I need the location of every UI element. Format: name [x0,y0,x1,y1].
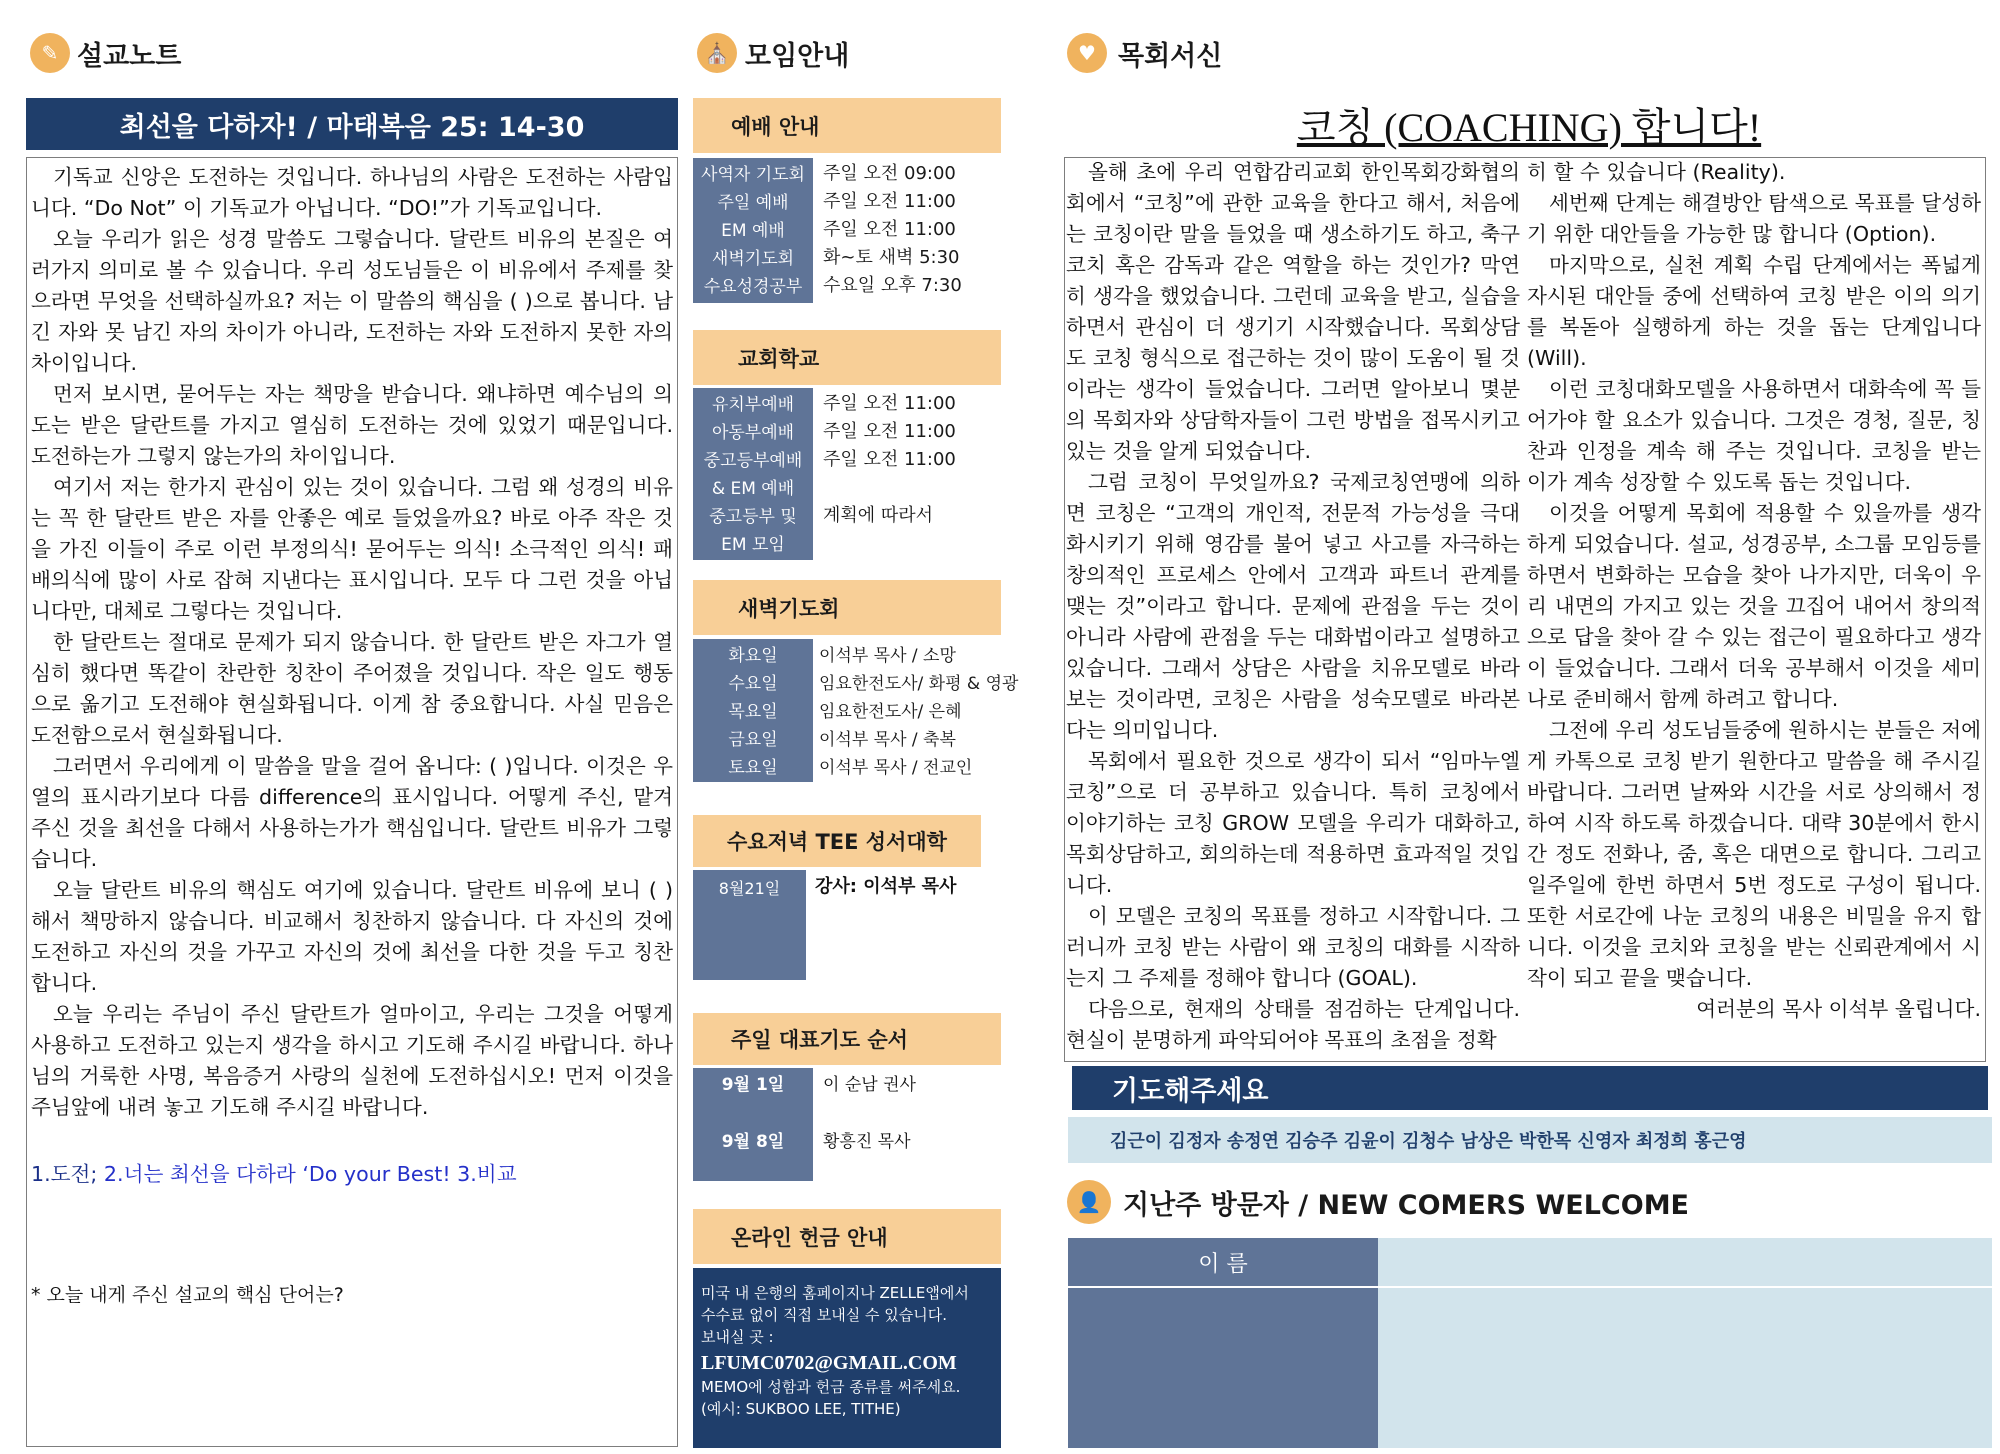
pastor-paragraph: 이것을 어떻게 목회에 적용할 수 있을까를 생각하게 되었습니다. 설교, 성경공부, 소그룹 모임등를 하면서 변화하는 모습을 찾아 나가지만, 더욱이 우리 내면의 가지고 있는 것을 끄집어 내어서 창의적으로 답을 찾아 갈 수 있는 접근이 필요하다고 생각이 들었습니다. 그래서 더욱 공부해서 이것을 세미나로 준비해서 함께 하려고 합니다. [1527,501,1981,711]
dawn-day: 화요일 [728,645,778,666]
meetings-section-title: 모임안내 [745,41,850,72]
dawn-leader: 임요한전도사/ 화평 & 영광 [819,673,1019,694]
prayer-order-date: 9월 8일 [721,1132,785,1152]
prayer-order-header: 주일 대표기도 순서 [693,1013,1001,1065]
tee-date: 8월21일 [693,870,806,980]
pastor-letter-left [1066,157,1520,1061]
sermon-section-title: 설교노트 [77,41,182,72]
dawn-day: 토요일 [728,757,778,778]
school-header: 교회학교 [693,330,1001,385]
worship-time: 수요일 오후 7:30 [823,275,962,296]
pastor-paragraph: 그전에 우리 성도님들중에 원하시는 분들은 저에게 카톡으로 코칭 받기 원한다고 말씀을 해 주시길 바랍니다. 그러면 날짜와 시간을 서로 상의해서 정하여 시작 하도록 하겠습니다. 대략 30분에서 한시간 정도 전화나, 줌, 혹은 대면으로 합니다. 그리고 일주일에 한번 하면서 5번 정도로 구성이 됩니다. 또한 서로간에 나눈 코칭의 내용은 비밀을 유지 합니다. 이것을 코치와 코칭을 받는 신뢰관계에서 시작이 되고 끝을 맺습니다. [1527,718,1981,990]
dawn-day: 목요일 [728,701,778,722]
school-name: 아동부예배 [711,422,795,443]
tee-speaker: 강사: 이석부 목사 [815,876,957,897]
worship-name: 새벽기도회 [711,248,795,269]
offering-header: 온라인 헌금 안내 [693,1209,1001,1264]
sermon-note-icon: ✎ [30,33,70,73]
school-time: 주일 오전 11:00 [823,393,956,414]
school-name: EM 모임 [721,534,785,555]
pastor-paragraph: 목회에서 필요한 것으로 생각이 되서 “임마누엘 코칭”으로 더 공부하고 있습니다. 특히 코칭에서 이야기하는 코칭 GROW 모델을 우리가 대화하고, 목회상담하고, 회의하는데 적용하면 효과적일 것입니다. [1066,749,1520,897]
school-name: 중고등부 및 [709,506,797,527]
dawn-table [693,639,1033,779]
pastor-paragraph: 그럼 코칭이 무엇일까요? 국제코칭연맹에 의하면 코칭은 “고객의 개인적, 전문적 가능성을 극대화시키기 위해 영감를 불어 넣고 사고를 자극하는 창의적인 프로세스 안에서 고객과 파트너 관계를 맺는 것”이라고 합니다. 문제에 관점을 두는 것이 아니라 사람에 관점을 두는 대화법이라고 설명하고 있습니다. 그래서 상담은 사람을 치유모델로 바라보는 것이라면, 코칭은 사람을 성숙모델로 바라본다는 의미입니다. [1066,470,1520,742]
sermon-paragraph: 오늘 우리는 주님이 주신 달란트가 얼마이고, 우리는 그것을 어떻게 사용하고 도전하고 있는지 생각을 하시고 기도해 주시길 바랍니다. 하나님의 거룩한 사명, 복음증거 사랑의 실천에 도전하십시오! 먼저 이것을 주님앞에 내려 놓고 기도해 주시길 바랍니다. [31,1002,673,1119]
sermon-paragraph: 오늘 우리가 읽은 성경 말씀도 그렇습니다. 달란트 비유의 본질은 여러가지 의미로 볼 수 있습니다. 우리 성도님들은 이 비유에서 주제를 찾으라면 무엇을 선택하실까요? 저는 이 말씀의 핵심을 ( )으로 봅니다. 남긴 자와 못 남긴 자의 차이가 아니라, 도전하는 자와 도전하지 못한 자의 차이입니다. [31,227,673,375]
prayer-order-name: 황흥진 목사 [823,1132,911,1152]
pastor-headline: 코칭 (COACHING) 합니다! [1296,105,1762,150]
offering-email[interactable]: LFUMC0702@GMAIL.COM [701,1352,957,1374]
school-time: 주일 오전 11:00 [823,421,956,442]
pastor-paragraph: 이런 코칭대화모델을 사용하면서 대화속에 꼭 들어가야 할 요소가 있습니다. 그것은 경청, 질문, 칭찬과 인정을 계속 해 주는 것입니다. 코칭을 받는 이가 계속 성장할 수 있도록 돕는 것입니다. [1527,377,1981,494]
offering-memo: (예시: SUKBOO LEE, TITHE) [701,1400,901,1418]
worship-name: 사역자 기도회 [701,164,805,185]
school-name: 유치부예배 [711,394,795,415]
dawn-leader: 이석부 목사 / 축복 [819,729,956,750]
sermon-banner: 최선을 다하자! / 마태복음 25: 14-30 [26,98,678,150]
sermon-paragraph: 그러면서 우리에게 이 말씀을 말을 걸어 옵니다: ( )입니다. 이것은 우열의 표시라기보다 다름 difference의 표시입니다. 어떻게 주신, 맡겨 주신 것을 최선을 다해서 사용하는가가 핵심입니다. 달란트 비유가 그렇습니다. [31,754,673,871]
worship-table [693,158,1001,298]
pastor-section-title: 목회서신 [1118,41,1223,72]
person-icon: 👤 [1067,1180,1111,1224]
dawn-leader: 이석부 목사 / 전교인 [819,757,973,778]
prayer-request-header: 기도해주세요 [1072,1066,1988,1110]
prayer-order-date: 9월 1일 [721,1075,785,1095]
visitors-name-header: 이 름 [1068,1238,1378,1288]
dawn-leader: 이석부 목사 / 소망 [819,645,956,666]
school-time: 주일 오전 11:00 [823,449,956,470]
pastor-paragraph: 올해 초에 우리 연합감리교회 한인목회강화협의회에서 “코칭”에 관한 교육을 한다고 해서, 처음에는 코칭이란 말을 들었을 때 생소하기도 하고, 축구 코치 혹은 감독과 같은 역할을 하는 것인가? 막연히 생각을 했었습니다. 그런데 교육을 받고, 실습을 하면서 관심이 더 생기기 시작했습니다. 목회상담도 코칭 형식으로 접근하는 것이 많이 도움이 될 것이라는 생각이 들었습니다. 그러면 알아보니 몇분의 목회자와 상담학자들이 그런 방법을 접목시키고 있는 것을 알게 되었습니다. [1066,160,1520,463]
sermon-paragraph: 먼저 보시면, 묻어두는 자는 책망을 받습니다. 왜냐하면 예수님의 의도는 받은 달란트를 가지고 열심히 도전하는 것에 있었기 때문입니다. 도전하는가 그렇지 않는가의 차이입니다. [31,382,673,468]
school-table [693,388,1001,556]
visitors-section-title: 지난주 방문자 / NEW COMERS WELCOME [1123,1190,1690,1221]
worship-time: 주일 오전 11:00 [823,219,956,240]
school-time: 계획에 따라서 [823,505,934,526]
sermon-paragraph: 한 달란트는 절대로 문제가 되지 않습니다. 한 달란트 받은 자그가 열심히 했다면 똑같이 찬란한 칭찬이 주어졌을 것입니다. 작은 일도 행동으로 옮기고 도전해야 현실화됩니다. 이게 참 중요합니다. 사실 믿음은 도전함으로서 현실화됩니다. [31,630,673,747]
prayer-order-name: 이 순남 권사 [823,1075,916,1095]
sermon-outline [31,1159,673,1190]
worship-name: 수요성경공부 [703,276,803,297]
dawn-day: 수요일 [728,673,778,694]
worship-name: EM 예배 [721,220,785,241]
offering-line: 수수료 없이 직접 보내실 수 있습니다. [701,1306,947,1324]
pastor-paragraph: 다음으로, 현재의 상태를 점검하는 단계입니다. 현실이 분명하게 파악되어야 목표의 초점을 정확 [1066,997,1520,1052]
sermon-outline-a: 1.도전; [31,1162,104,1186]
pastor-paragraph: 세번째 단계는 해결방안 탐색으로 목표를 달성하기 위한 대안들을 가능한 많 합니다 (Option). [1527,191,1981,246]
church-icon: ⛪ [697,33,737,73]
worship-time: 화~토 새벽 5:30 [823,247,960,268]
pastor-signature: 여러분의 목사 이석부 올립니다. [1696,997,1981,1021]
dawn-leader: 임요한전도사/ 은혜 [819,701,962,722]
pastor-paragraph: 이 모델은 코칭의 목표를 정하고 시작합니다. 그러니까 코칭 받는 사람이 왜 코칭의 대화를 시작하는지 그 주제를 정해야 합니다 (GOAL). [1066,904,1520,990]
sermon-question: * 오늘 내게 주신 설교의 핵심 단어는? [31,1284,344,1306]
tee-header: 수요저녁 TEE 성서대학 [693,815,981,867]
worship-time: 주일 오전 09:00 [823,163,956,184]
offering-line: 미국 내 은행의 홈페이지나 ZELLE앱에서 [701,1284,969,1302]
sermon-outline-b: 2.너는 최선을 다하라 ‘Do your Best! 3.비교 [103,1162,517,1186]
worship-name: 주일 예배 [717,192,789,213]
sermon-paragraph: 기독교 신앙은 도전하는 것입니다. 하나님의 사람은 도전하는 사람입니다. “Do Not” 이 기독교가 아닙니다. “DO!”가 기독교입니다. [31,165,673,220]
sermon-paragraph: 오늘 달란트 비유의 핵심도 여기에 있습니다. 달란트 비유에 보니 ( )해서 책망하지 않습니다. 비교해서 칭찬하지 않습니다. 다 자신의 것에 도전하고 자신의 것을 가꾸고 자신의 것에 최선을 다한 것을 두고 칭찬합니다. [31,878,673,995]
visitors-divider [1378,1286,1992,1288]
offering-box [693,1268,1001,1448]
offering-line: 보내실 곳 : [701,1328,774,1346]
sermon-paragraph: 여기서 저는 한가지 관심이 있는 것이 있습니다. 그럼 왜 성경의 비유는 꼭 한 달란트 받은 자를 안좋은 예로 들었을까요? 바로 아주 작은 것을 가진 이들이 주로 이런 부정의식! 묻어두는 의식! 소극적인 의식! 패배의식에 많이 사로 잡혀 지낸다는 표시입니다. 모두 다 그런 것을 아닙니다만, 대체로 그렇다는 것입니다. [31,475,673,623]
sermon-body [26,157,678,1447]
pastor-paragraph: 히 할 수 있습니다 (Reality). [1527,160,1786,184]
heart-icon: ♥ [1067,33,1107,73]
prayer-names: 김근이 김정자 송정연 김승주 김윤이 김청수 남상은 박한목 신영자 최정희 홍근영 [1068,1117,1992,1163]
offering-memo: MEMO에 성함과 헌금 종류를 써주세요. [701,1378,961,1396]
pastor-paragraph: 마지막으로, 실천 계획 수립 단계에서는 폭넓게 자시된 대안들 중에 선택하여 코칭 받은 이의 의기를 복돋아 실행하게 하는 것을 돕는 단계입니다 (Will). [1527,253,1981,370]
worship-time: 주일 오전 11:00 [823,191,956,212]
dawn-header: 새벽기도회 [693,580,1001,635]
worship-header: 예배 안내 [693,98,1001,153]
school-name: & EM 예배 [711,478,795,499]
school-name: 중고등부예배 [703,450,803,471]
pastor-letter-right [1527,157,1981,1061]
dawn-day: 금요일 [728,729,778,750]
